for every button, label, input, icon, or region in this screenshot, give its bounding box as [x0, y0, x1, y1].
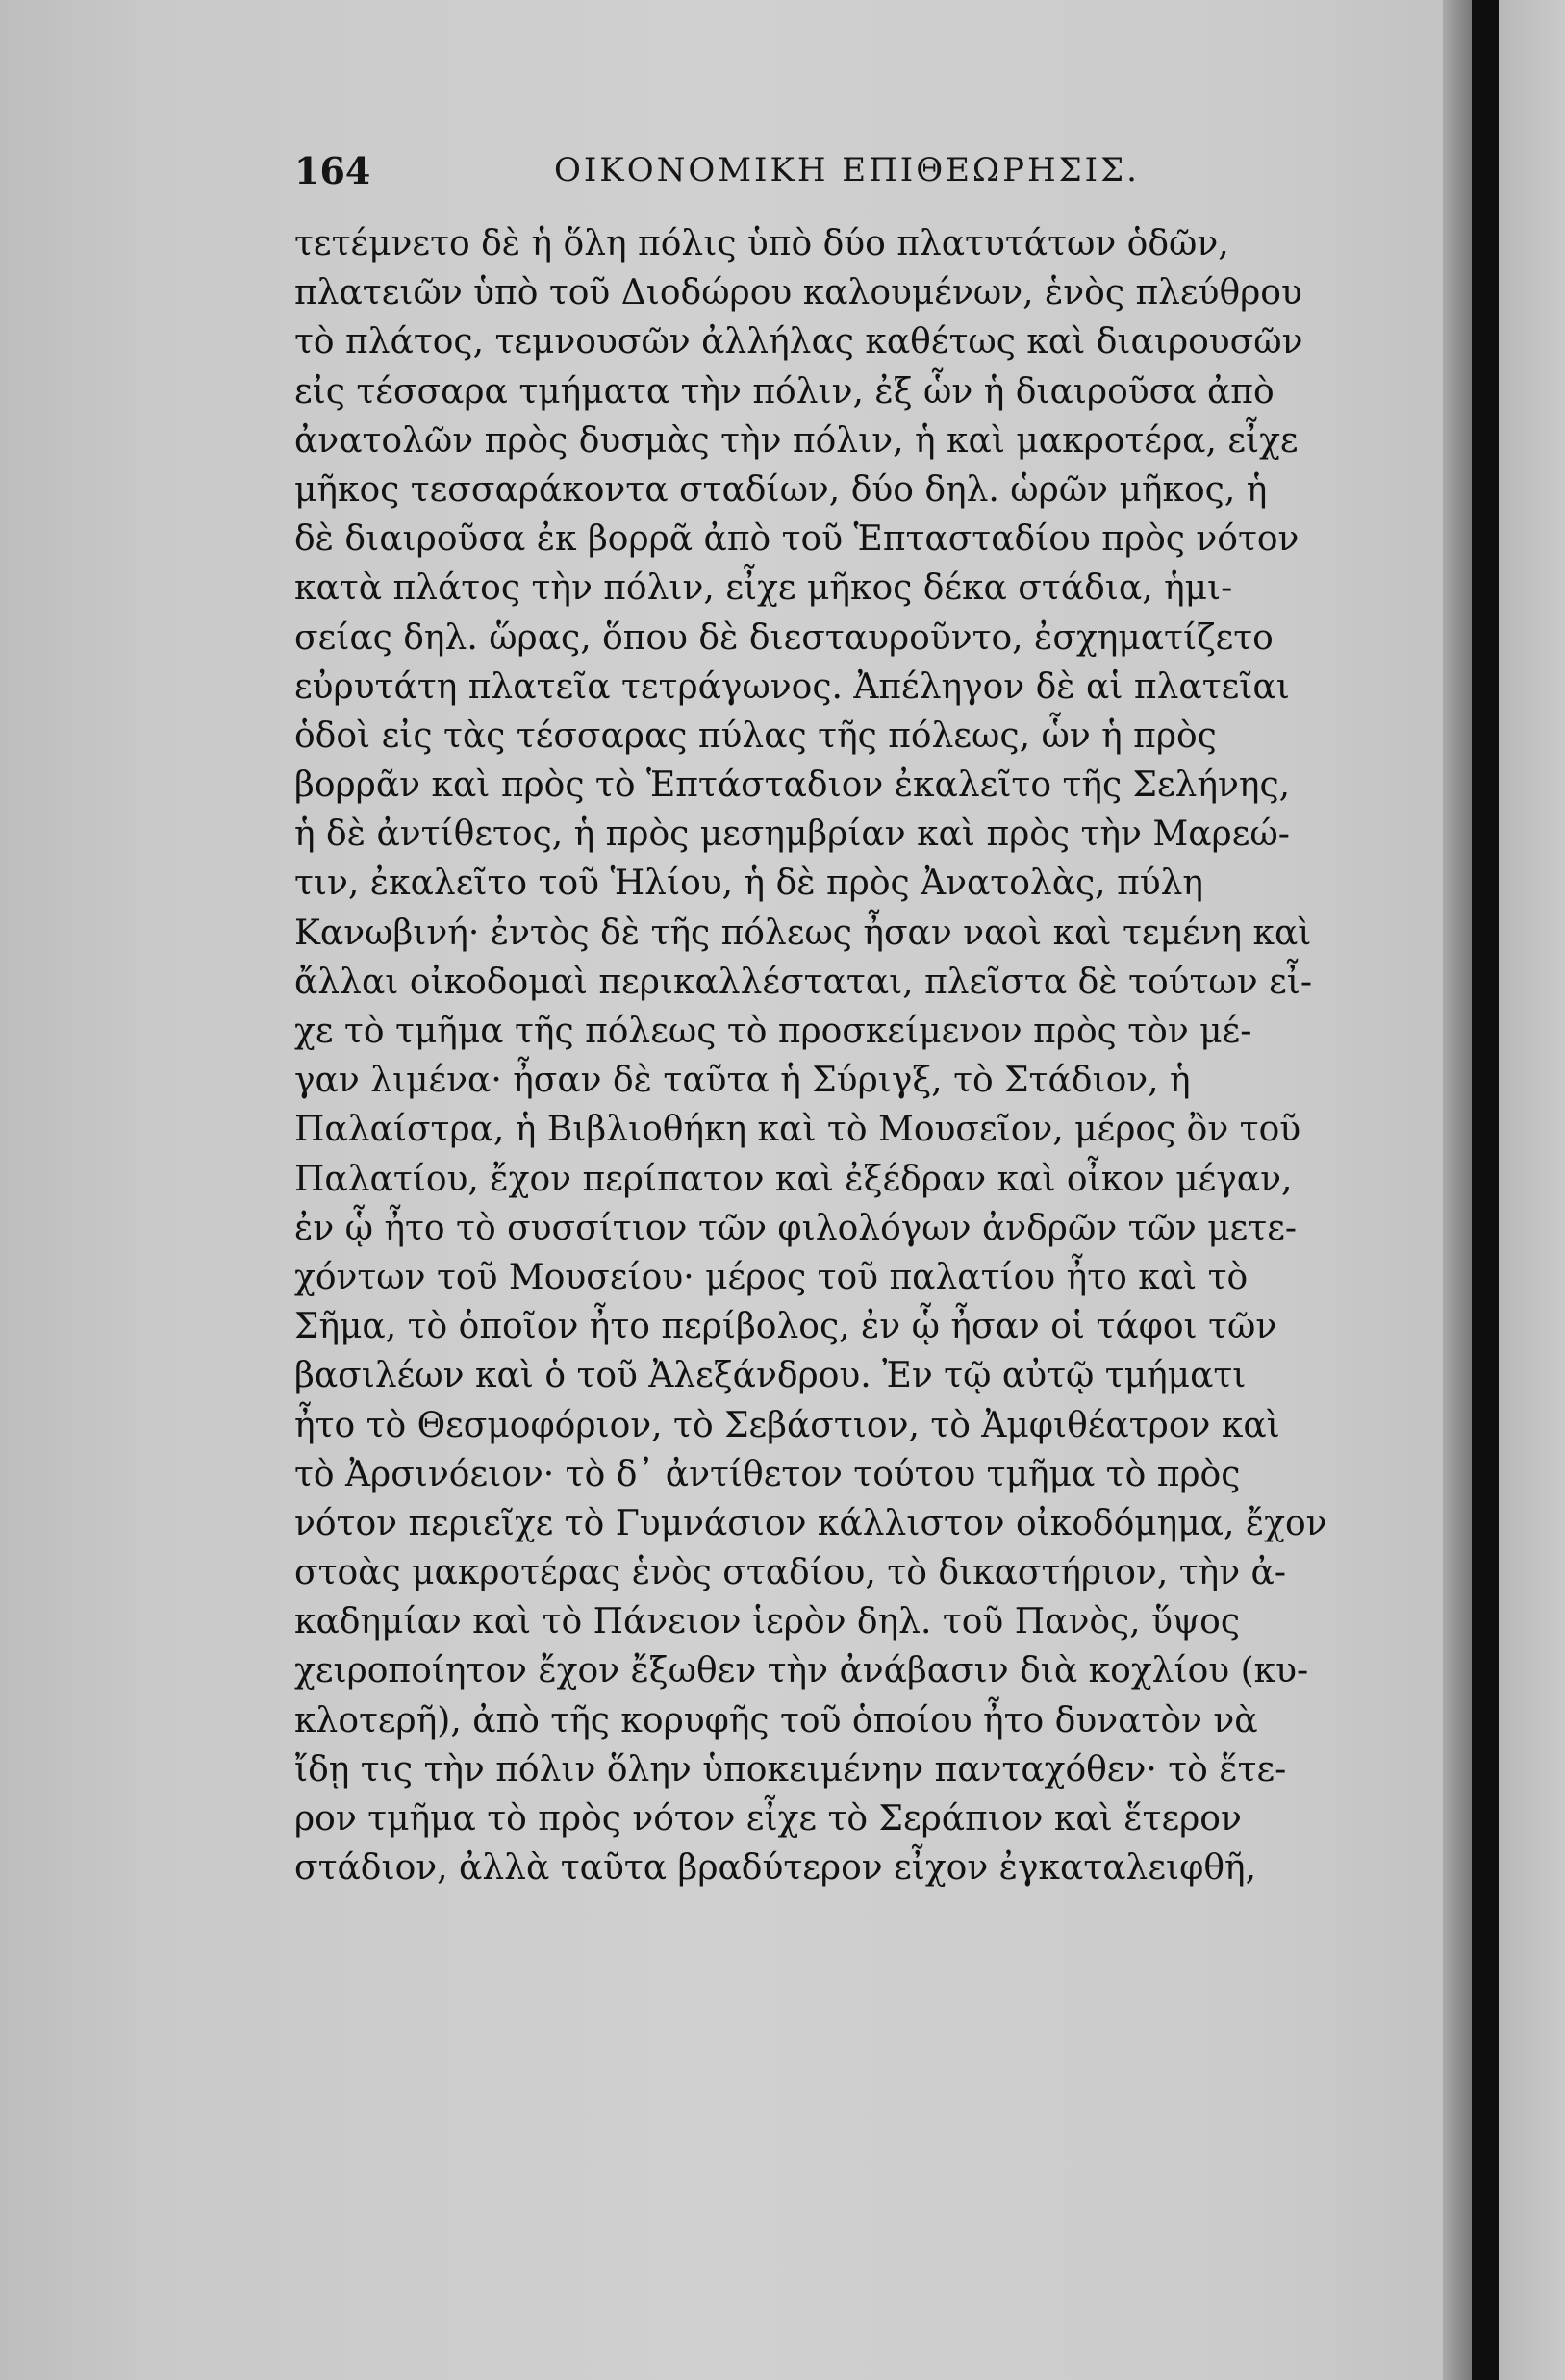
text-line: βορρᾶν καὶ πρὸς τὸ Ἑπτάσταδιον ἐκαλεῖτο τῆς Σελήνης,	[294, 765, 1291, 806]
text-line: ἡ δὲ ἀντίθετος, ἡ πρὸς μεσημβρίαν καὶ πρὸς τὴν Μαρεώ-	[294, 814, 1290, 855]
text-line: Σῆμα, τὸ ὁποῖον ἦτο περίβολος, ἐν ᾧ ἦσαν οἱ τάφοι τῶν	[294, 1307, 1277, 1347]
text-line: ὁδοὶ εἰς τὰς τέσσαρας πύλας τῆς πόλεως, ὧν ἡ πρὸς	[294, 715, 1217, 756]
text-line: Παλαίστρα, ἡ Βιβλιοθήκη καὶ τὸ Μουσεῖον, μέρος ὂν τοῦ	[294, 1110, 1301, 1150]
text-line: ἴδῃ τις τὴν πόλιν ὅλην ὑποκειμένην πανταχόθεν· τὸ ἕτε-	[294, 1749, 1287, 1790]
adjacent-page-edge	[1499, 0, 1565, 2380]
text-line: καδημίαν καὶ τὸ Πάνειον ἱερὸν δηλ. τοῦ Πανὸς, ὕψος	[294, 1602, 1241, 1642]
text-line: ἐν ᾧ ἦτο τὸ συσσίτιον τῶν φιλολόγων ἀνδρῶν τῶν μετε-	[294, 1208, 1298, 1248]
text-line: Παλατίου, ἔχον περίπατον καὶ ἐξέδραν καὶ οἶκον μέγαν,	[294, 1159, 1293, 1199]
text-line: ρον τμῆμα τὸ πρὸς νότον εἶχε τὸ Σεράπιον καὶ ἕτερον	[294, 1799, 1242, 1839]
text-line: ἦτο τὸ Θεσμοφόριον, τὸ Σεβάστιον, τὸ Ἀμφιθέατρον καὶ	[294, 1405, 1280, 1445]
body-text	[294, 219, 1381, 1892]
text-line: Κανωβινή· ἐντὸς δὲ τῆς πόλεως ἦσαν ναοὶ καὶ τεμένη καὶ	[294, 913, 1312, 953]
text-line: βασιλέων καὶ ὁ τοῦ Ἀλεξάνδρου. Ἐν τῷ αὐτῷ τμήματι	[294, 1356, 1247, 1396]
text-line: ἀνατολῶν πρὸς δυσμὰς τὴν πόλιν, ἡ καὶ μακροτέρα, εἶχε	[294, 420, 1299, 461]
page-header	[294, 149, 1381, 207]
book-spine	[1472, 0, 1499, 2380]
page-gutter-shadow	[1443, 0, 1472, 2380]
text-line: τετέμνετο δὲ ἡ ὅλη πόλις ὑπὸ δύο πλατυτάτων ὁδῶν,	[294, 224, 1229, 263]
text-line: πλατειῶν ὑπὸ τοῦ Διοδώρου καλουμένων, ἑνὸς πλεύθρου	[294, 273, 1302, 313]
text-line: κατὰ πλάτος τὴν πόλιν, εἶχε μῆκος δέκα στάδια, ἡμι-	[294, 568, 1233, 609]
text-line: κλοτερῆ), ἀπὸ τῆς κορυφῆς τοῦ ὁποίου ἦτο δυνατὸν νὰ	[294, 1700, 1258, 1741]
text-line: τὸ Ἀρσινόειον· τὸ δ᾽ ἀντίθετον τούτου τμῆμα τὸ πρὸς	[294, 1454, 1241, 1494]
text-line: στοὰς μακροτέρας ἑνὸς σταδίου, τὸ δικαστήριον, τὴν ἀ-	[294, 1553, 1286, 1593]
text-line: στάδιον, ἀλλὰ ταῦτα βραδύτερον εἶχον ἐγκαταλειφθῆ,	[294, 1848, 1257, 1889]
text-line: μῆκος τεσσαράκοντα σταδίων, δύο δηλ. ὡρῶν μῆκος, ἡ	[294, 469, 1268, 510]
text-line: χειροποίητον ἔχον ἔξωθεν τὴν ἀνάβασιν διὰ κοχλίου (κυ-	[294, 1651, 1309, 1691]
text-line: νότον περιεῖχε τὸ Γυμνάσιον κάλλιστον οἰκοδόμημα, ἔχον	[294, 1503, 1327, 1543]
text-line: τιν, ἐκαλεῖτο τοῦ Ἡλίου, ἡ δὲ πρὸς Ἀνατολὰς, πύλη	[294, 864, 1203, 904]
text-line: εὐρυτάτη πλατεῖα τετράγωνος. Ἀπέληγον δὲ αἱ πλατεῖαι	[294, 666, 1290, 707]
text-line: γαν λιμένα· ἦσαν δὲ ταῦτα ἡ Σύριγξ, τὸ Στάδιον, ἡ	[294, 1061, 1191, 1101]
running-title: ΟΙΚΟΝΟΜΙΚΗ ΕΠΙΘΕΩΡΗΣΙΣ.	[554, 151, 1140, 189]
text-line: χε τὸ τμῆμα τῆς πόλεως τὸ προσκείμενον πρὸς τὸν μέ-	[294, 1012, 1252, 1051]
text-line: σείας δηλ. ὥρας, ὅπου δὲ διεσταυροῦντο, ἐσχηματίζετο	[294, 617, 1274, 658]
text-line: δὲ διαιροῦσα ἐκ βορρᾶ ἀπὸ τοῦ Ἑπτασταδίου πρὸς νότον	[294, 519, 1300, 560]
page-number: 164	[294, 149, 371, 192]
text-line: εἰς τέσσαρα τμήματα τὴν πόλιν, ἐξ ὧν ἡ διαιροῦσα ἀπὸ	[294, 371, 1275, 412]
text-line: χόντων τοῦ Μουσείου· μέρος τοῦ παλατίου ἦτο καὶ τὸ	[294, 1257, 1249, 1297]
text-line: ἄλλαι οἰκοδομαὶ περικαλλέσταται, πλεῖστα δὲ τούτων εἶ-	[294, 962, 1313, 1002]
text-line: τὸ πλάτος, τεμνουσῶν ἀλλήλας καθέτως καὶ διαιρουσῶν	[294, 322, 1303, 363]
